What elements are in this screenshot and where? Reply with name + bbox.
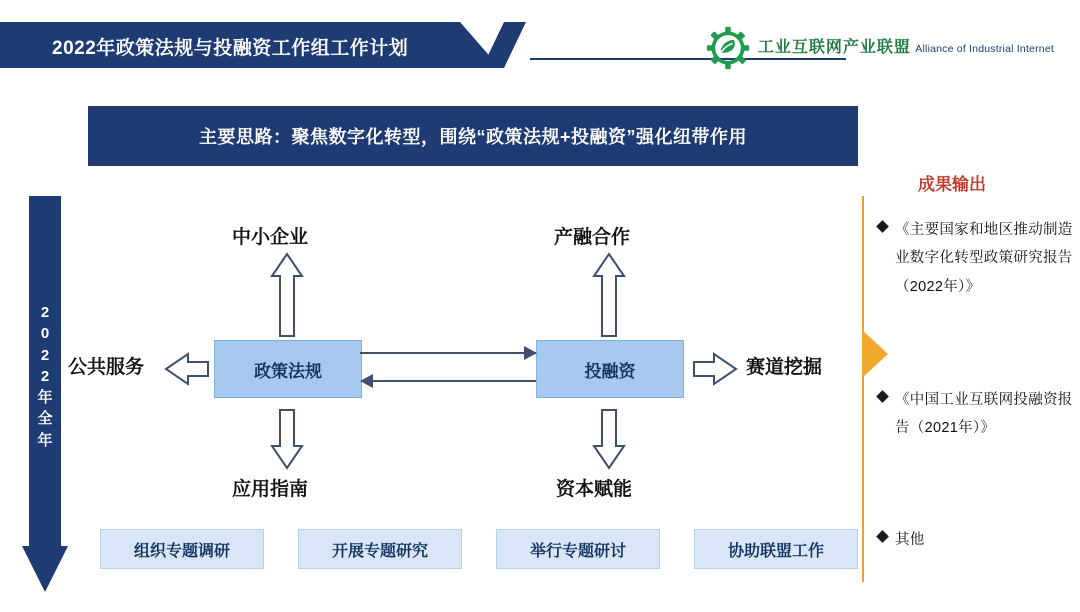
label-industry-finance: 产融合作: [554, 227, 631, 248]
arrow-up-icon: [270, 252, 304, 338]
task-chip[interactable]: 开展专题研究: [298, 529, 462, 569]
output-list-item: [878, 526, 1074, 554]
arrow-right-icon: [692, 352, 738, 386]
label-application-guide: 应用指南: [232, 479, 309, 500]
diamond-bullet-icon: [876, 530, 889, 543]
arrow-right-marker-icon: [862, 330, 888, 378]
page-title: 2022年政策法规与投融资工作组工作计划: [52, 38, 409, 59]
diamond-bullet-icon: [876, 390, 889, 403]
logo-name-cn: 工业互联网产业联盟: [757, 38, 911, 56]
timeline-char: 2: [40, 367, 50, 385]
node-policy-regulation[interactable]: 政策法规: [214, 340, 362, 398]
task-chip[interactable]: 协助联盟工作: [694, 529, 858, 569]
connector-policy-to-invest: [360, 352, 536, 354]
diamond-bullet-icon: [876, 220, 889, 233]
task-chip[interactable]: 举行专题研讨: [496, 529, 660, 569]
output-item-text: 其他: [895, 532, 925, 548]
task-chip[interactable]: 组织专题调研: [100, 529, 264, 569]
main-idea-banner: [88, 106, 858, 166]
timeline-label: [22, 302, 68, 451]
timeline-char: 0: [40, 325, 50, 343]
connector-invest-to-policy: [366, 380, 536, 382]
output-list-item: [878, 216, 1074, 301]
timeline-char: 年: [37, 431, 53, 449]
output-list-item: [878, 386, 1074, 443]
logo-name-en: Alliance of Industrial Internet: [915, 42, 1054, 55]
label-capital-empowerment: 资本赋能: [556, 479, 633, 500]
label-public-service: 公共服务: [68, 357, 145, 378]
gear-leaf-logo-icon: [706, 26, 750, 70]
logo-text-block: [758, 39, 1054, 57]
bottom-strip: [0, 606, 1080, 612]
output-item-text: 《主要国家和地区推动制造业数字化转型政策研究报告（2022年）》: [895, 222, 1073, 295]
arrow-down-icon: [592, 408, 626, 470]
timeline-char: 2: [40, 346, 50, 364]
timeline-char: 全: [37, 410, 53, 428]
timeline-char: 年: [37, 389, 53, 407]
timeline-char: 2: [40, 304, 50, 321]
header-accent-slash: [482, 22, 526, 68]
arrow-up-icon: [592, 252, 626, 338]
label-sme: 中小企业: [232, 227, 309, 248]
section-divider: [862, 196, 864, 582]
output-item-text: 《中国工业互联网投融资报告（2021年）》: [895, 392, 1073, 437]
arrow-down-icon: [270, 408, 304, 470]
node-investment-financing[interactable]: 投融资: [536, 340, 684, 398]
output-section-title: 成果输出: [918, 175, 986, 194]
logo: [706, 26, 1054, 70]
main-idea-text: 主要思路：聚焦数字化转型，围绕“政策法规+投融资”强化纽带作用: [198, 127, 747, 147]
timeline-arrow: [22, 196, 68, 592]
timeline-arrow-head-icon: [22, 546, 68, 592]
label-track-mining: 赛道挖掘: [746, 357, 823, 378]
connector-arrowhead-left-icon: [360, 374, 373, 388]
connector-arrowhead-right-icon: [524, 346, 537, 360]
arrow-left-icon: [164, 352, 210, 386]
